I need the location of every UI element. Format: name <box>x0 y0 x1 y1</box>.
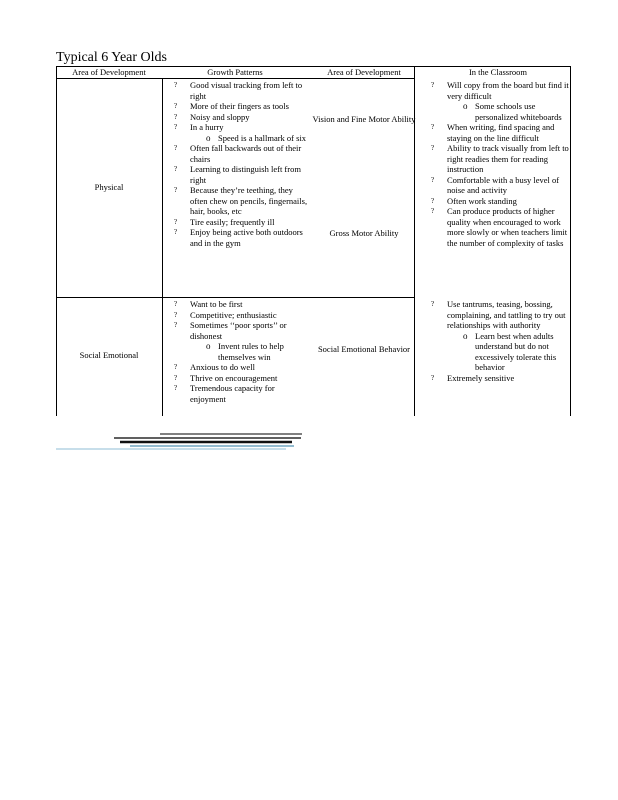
physical-label: Physical <box>94 182 124 192</box>
header-area-of-development-2: Area of Development <box>327 67 401 77</box>
sub-bullet-marker: o <box>463 101 468 111</box>
list-item-text: Enjoy being active both outdoors and in the gym <box>190 227 303 248</box>
bullet-marker: ? <box>174 123 178 131</box>
bullet-marker: ? <box>431 373 435 382</box>
bullet-marker: ? <box>174 321 178 329</box>
bullet-marker: ? <box>174 144 178 152</box>
list-item <box>174 373 310 384</box>
bullet-marker: ? <box>431 300 435 308</box>
list-item <box>431 143 569 175</box>
list-item-text: Because they’re teething, they often chew on pencils, fingernails, hair, books, etc <box>190 185 308 216</box>
bullet-marker: ? <box>174 310 178 319</box>
list-item-text: When writing, find spacing and staying on the line difficult <box>447 122 555 143</box>
sub-list-item-text: Some schools use personalized whiteboards <box>475 101 562 122</box>
header-growth-patterns: Growth Patterns <box>207 67 263 77</box>
list-item-text: Use tantrums, teasing, bossing, complaining, and tattling to try out relationships with authority <box>447 299 566 330</box>
header-divider <box>56 78 414 79</box>
sub-bullet-marker: o <box>463 330 468 341</box>
table-left-border <box>56 66 57 416</box>
row-divider <box>56 297 414 298</box>
table-top-border <box>56 66 570 67</box>
list-item <box>431 175 569 196</box>
sub-list <box>463 101 569 122</box>
sub-list <box>206 341 310 362</box>
sub-list-item-text: Speed is a hallmark of six <box>218 132 307 143</box>
social-emotional-label: Social Emotional <box>79 350 139 360</box>
list-item <box>174 217 310 228</box>
list-item <box>431 80 569 122</box>
list-item-text: Tremendous capacity for enjoyment <box>190 383 275 404</box>
list-item-text: Can produce products of higher quality when encouraged to work more slowly or when teachers limit the number of complexity of tasks <box>447 206 568 248</box>
list-item-text: Comfortable with a busy level of noise and activity <box>447 174 560 195</box>
bullet-marker: ? <box>431 81 435 89</box>
bullet-marker: ? <box>431 175 435 184</box>
bullet-marker: ? <box>174 165 178 173</box>
column-divider <box>162 78 163 416</box>
list-item <box>174 101 310 112</box>
bullet-marker: ? <box>174 186 178 194</box>
list-item-text: Learning to distinguish left from right <box>190 164 301 185</box>
list-item <box>174 164 310 185</box>
sub-list-item <box>206 133 310 144</box>
list-item <box>174 80 310 101</box>
bullet-marker: ? <box>174 300 178 308</box>
list-item-text: Tire easily; frequently ill <box>190 216 275 227</box>
list-item-text: Sometimes ‘‘poor sports’’ or dishonest <box>190 320 287 341</box>
list-item-text: Good visual tracking from left to right <box>190 80 303 101</box>
header-in-the-classroom: In the Classroom <box>468 67 528 77</box>
bullet-marker: ? <box>174 228 178 236</box>
gross-motor-label: Gross Motor Ability <box>329 228 399 238</box>
list-item <box>174 383 310 404</box>
list-item <box>431 206 569 248</box>
social-classroom-list <box>431 299 569 383</box>
list-item <box>174 299 310 310</box>
list-item-text: More of their fingers as tools <box>190 101 289 111</box>
bullet-marker: ? <box>431 207 435 215</box>
sub-list-item-text: Learn best when adults understand but do not excessively tolerate this behavior <box>475 330 557 372</box>
bullet-marker: ? <box>174 81 178 89</box>
table-right-border <box>570 66 571 416</box>
bullet-marker: ? <box>431 123 435 131</box>
physical-classroom-list <box>431 80 569 248</box>
list-item <box>431 196 569 207</box>
sub-list <box>463 331 569 373</box>
page-title: Typical 6 Year Olds <box>56 50 168 65</box>
sub-list-item <box>206 341 310 362</box>
physical-growth-list <box>174 80 310 248</box>
list-item <box>174 320 310 362</box>
bullet-marker: ? <box>174 217 178 226</box>
list-item-text: Extremely sensitive <box>447 372 515 383</box>
list-item-text: Noisy and sloppy <box>190 111 250 122</box>
list-item-text: Often fall backwards out of their chairs <box>190 143 302 164</box>
social-emotional-behavior-label: Social Emotional Behavior <box>317 344 411 354</box>
bullet-marker: ? <box>174 363 178 371</box>
list-item <box>431 299 569 373</box>
list-item-text: Competitive; enthusiastic <box>190 309 277 320</box>
header-area-of-development: Area of Development <box>72 67 146 77</box>
bullet-marker: ? <box>174 102 178 110</box>
sub-bullet-marker: o <box>206 341 211 351</box>
list-item <box>431 122 569 143</box>
list-item <box>174 185 310 217</box>
list-item-text: Anxious to do well <box>190 362 255 372</box>
list-item <box>174 310 310 321</box>
list-item <box>174 122 310 143</box>
sub-list-item <box>463 101 569 122</box>
list-item <box>431 373 569 384</box>
list-item-text: Thrive on encouragement <box>190 372 278 383</box>
list-item-text: In a hurry <box>190 122 224 132</box>
bullet-marker: ? <box>431 196 435 205</box>
sub-list-item <box>463 331 569 373</box>
decorative-lines <box>56 430 306 452</box>
bullet-marker: ? <box>174 384 178 392</box>
sub-list-item-text: Invent rules to help themselves win <box>218 341 284 362</box>
bullet-marker: ? <box>431 144 435 152</box>
list-item <box>174 143 310 164</box>
social-growth-list <box>174 299 310 404</box>
list-item-text: Want to be first <box>190 299 243 309</box>
sub-bullet-marker: o <box>206 132 211 143</box>
bullet-marker: ? <box>174 373 178 382</box>
list-item <box>174 112 310 123</box>
development-table <box>56 66 570 416</box>
list-item <box>174 227 310 248</box>
list-item <box>174 362 310 373</box>
list-item-text: Will copy from the board but find it very difficult <box>447 80 569 101</box>
list-item-text: Often work standing <box>447 195 517 206</box>
vision-fine-motor-label: Vision and Fine Motor Ability <box>312 114 416 124</box>
list-item-text: Ability to track visually from left to right readies them for reading instruction <box>447 143 569 174</box>
sub-list <box>206 133 310 144</box>
bullet-marker: ? <box>174 112 178 121</box>
